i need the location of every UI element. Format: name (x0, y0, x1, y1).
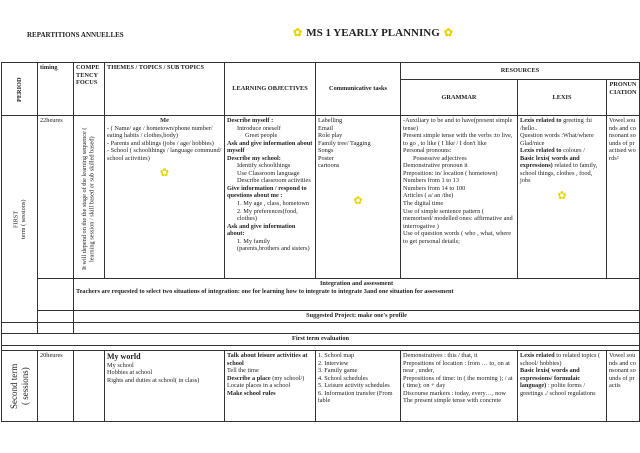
flower-icon: ✿ (557, 189, 567, 202)
objective-item: Use Classroom language (237, 169, 300, 177)
objective-item: Introduce oneself (237, 124, 281, 132)
objectives-term1 (225, 116, 316, 279)
planning-table (1, 62, 640, 422)
empty-cell (38, 311, 74, 323)
competency-term2 (74, 351, 105, 422)
empty-cell (38, 279, 74, 311)
period-term2: Second term ( sessions) (2, 351, 38, 422)
grammar-term1: -Auxiliary to be and to have(present simple tense) Present simple tense with the verbs :to live, to go , to like ( I like / I don't like Personal pronouns: Possessive adjectives Demonstrative pronoun it Preposition: in/ location ( hometown) Numbers from 1 to 13 Numbers from 14 to 100 Articles ( a/ an /the) The digital time Use of simple sentence pattern ( memorised/ modelled ones: affirmative and interrogative ) Use of question words ( who , what, where to get personal details; (401, 116, 518, 279)
col-lexis: LEXIS (518, 80, 607, 116)
period-term1: FIRST term ( sessions) (2, 116, 38, 323)
themes-term2: My world My school Hobbies at school Rights and duties at school( in class) (105, 351, 225, 422)
pronunciation-term2: Vowel sounds and consonant sounds of practis (607, 351, 640, 422)
flower-icon: ✿ (159, 167, 170, 180)
integration-cell: Integration and assessment Teachers are requested to select two situations of integration: one for learning how to integrate to integrate 3and one situation for assessment (74, 279, 640, 311)
table-row-term2 (2, 351, 640, 422)
objective-item: Ask and give information about: (227, 222, 296, 238)
grammar-term2: Demonstratives : this / that, it Prepositions of location : from … to, on at near , under, Prepositions of time: in ( the morning ); / at ( time); on + day Discourse markers : today, every…, now The present simple tense with concrete (401, 351, 518, 422)
timing-term1: 22heures (38, 116, 74, 279)
empty-cell (38, 323, 74, 334)
flower-icon: ✿ (443, 26, 453, 39)
competency-term1: It will depend on the the stage of the learning sequence ( learning session / skill based or sub skilled based) (74, 116, 105, 279)
timing-term2: 20heures (38, 351, 74, 422)
objective-item: 1. My family (parents,brothers and sisters) (237, 237, 310, 253)
empty-cell (74, 323, 640, 334)
themes-term1: Me - ( Name/ age / hometown/phone number/ eating habits / clothes,body) - Parents and siblings (jobs / age/ hobbies) - School ( schoolthings / language commund/ school activities) ✿ (105, 116, 225, 279)
pronunciation-term1: Vowel sounds and consonant sounds of practised words² (607, 116, 640, 279)
col-pronunciation: PRONUNCIATION (607, 80, 640, 116)
col-objectives: LEARNING OBJECTIVES (225, 63, 316, 116)
col-competency: COMPE TENCY FOCUS (74, 63, 105, 116)
objective-item: Describe my school: (227, 154, 281, 162)
objective-item: 1. My age , class, hometown (237, 200, 310, 208)
col-themes: THEMES / TOPICS / SUB TOPICS (105, 63, 225, 116)
lexis-term2: Lexis related to related topics ( school/ hobbies) Basic lexis( words and expressions/ formulaic language) : polite forms / greetings ./ school regulations (518, 351, 607, 422)
col-timing: timing (38, 63, 74, 116)
table-row-term1 (2, 116, 640, 279)
first-term-evaluation: First term evaluation (2, 334, 640, 346)
col-resources: RESOURCES (401, 63, 640, 80)
objective-item: 2. My preferences(food, clothes) (237, 207, 298, 223)
flower-icon: ✿ (293, 26, 303, 39)
col-period: PERIOD (2, 63, 38, 116)
tasks-term1: Labelling Email Role play Family tree/ Tagging Songs Poster cartoons ✿ (316, 116, 401, 279)
objective-item: Describe myself : (227, 117, 274, 124)
header-left-label: REPARTITIONS ANNUELLES (27, 31, 124, 39)
objective-item: Greet people (245, 132, 278, 140)
objective-item: Describe classroom activities (237, 177, 311, 185)
flower-icon: ✿ (353, 194, 363, 207)
suggested-project: Suggested Project: make one's profile (74, 311, 640, 323)
objectives-term2: Talk about leisure activities at school Tell the time Describe a place (my school/) Locate places in a school Make school rules (225, 351, 316, 422)
objective-item: Identify schoolthings (237, 162, 291, 170)
col-tasks: Communicative tasks (316, 63, 401, 116)
objective-item: Ask and give information about myself (227, 139, 313, 155)
objective-item: Give information / respond to questions about me : (227, 184, 307, 200)
tasks-term2: 1. School map 2. Interview 3. Family game 4. School schedules 5. Leisure activity schedules 6. Information transfer (From table (316, 351, 401, 422)
col-grammar: GRAMMAR (401, 80, 518, 116)
page-title (293, 27, 453, 39)
title-text: MS 1 YEARLY PLANNING (306, 27, 440, 39)
empty-cell (2, 323, 38, 334)
lexis-term1: Lexis related to greeting :hi /hello.. Question words :What/where Glad/nice Lexis related to colours / Basic lexis( words and expressions) related to family, school things, clothes , food, jobs ✿ (518, 116, 607, 279)
